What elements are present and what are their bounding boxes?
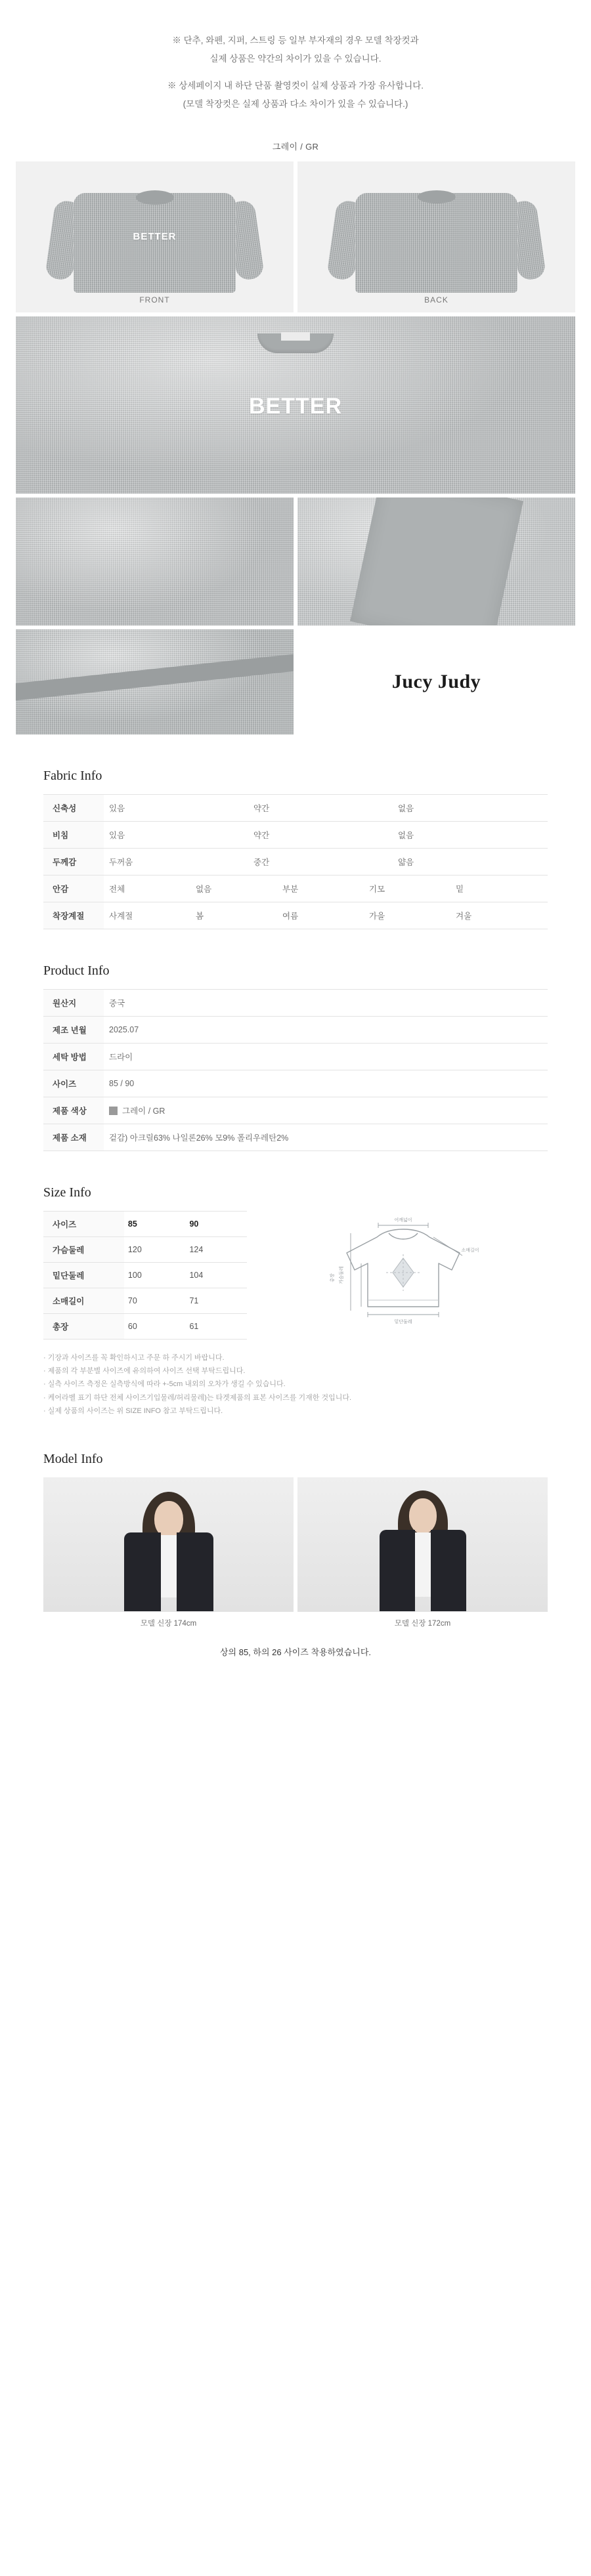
graphic-text-front: BETTER (133, 230, 177, 242)
fabric-opt-3-2[interactable]: 부분 (282, 884, 299, 894)
size-info-section (0, 1185, 591, 1418)
product-row-value-0: 중국 (109, 998, 125, 1008)
model-photo-1[interactable] (43, 1477, 294, 1612)
fabric-row-label-3: 안감 (43, 875, 104, 902)
size-row-0-90: 124 (189, 1244, 204, 1254)
product-row-label-5: 제품 소재 (43, 1124, 104, 1151)
product-row-value-4: 그레이 / GR (122, 1106, 165, 1116)
fabric-opt-2-2[interactable]: 얇음 (398, 857, 414, 867)
size-row-1-90: 104 (189, 1270, 204, 1280)
color-label: 그레이 / GR (272, 141, 319, 152)
fabric-opt-3-1[interactable]: 없음 (196, 884, 212, 894)
size-note-1: · 제품의 각 부분별 사이즈에 유의하여 사이즈 선택 부탁드립니다. (43, 1367, 246, 1376)
size-row-3-90: 61 (189, 1321, 199, 1331)
fabric-opt-3-4[interactable]: 밑 (456, 884, 464, 894)
product-row-label-2: 세탁 방법 (43, 1043, 104, 1070)
size-row-label-0: 가슴둘레 (43, 1236, 124, 1262)
table-row (43, 1070, 548, 1097)
fabric-row-label-2: 두께감 (43, 848, 104, 875)
table-row (43, 821, 548, 848)
product-info-section (0, 963, 591, 1151)
caption-back: BACK (424, 295, 449, 305)
photo-detail-texture[interactable] (16, 629, 294, 734)
table-row (43, 1016, 548, 1043)
photo-grid-detail (0, 316, 591, 734)
model-photo-2[interactable] (297, 1477, 548, 1612)
graphic-text-detail: BETTER (249, 393, 342, 419)
table-row (43, 1262, 247, 1288)
fabric-opt-1-1[interactable]: 약간 (253, 830, 270, 840)
size-row-2-85: 70 (127, 1296, 137, 1305)
product-row-label-3: 사이즈 (43, 1070, 104, 1097)
table-row (43, 989, 548, 1016)
table-row (43, 794, 548, 821)
size-info-title: Size Info (43, 1185, 91, 1200)
table-row (43, 848, 548, 875)
size-row-2-90: 71 (189, 1296, 199, 1305)
table-row (43, 1236, 247, 1262)
fabric-opt-2-1[interactable]: 중간 (253, 857, 270, 867)
svg-text:소매길이: 소매길이 (461, 1247, 479, 1253)
fabric-opt-4-1[interactable]: 봄 (196, 911, 204, 921)
size-row-label-3: 총장 (43, 1313, 124, 1339)
fabric-opt-4-0[interactable]: 사계절 (109, 911, 133, 921)
model-caption-1: 모델 신장 174cm (140, 1620, 197, 1628)
fabric-opt-0-0[interactable]: 있음 (109, 803, 125, 813)
fabric-opt-0-1[interactable]: 약간 (253, 803, 270, 813)
fabric-opt-2-0[interactable]: 두꺼움 (109, 857, 133, 867)
table-row (43, 902, 548, 929)
table-row (43, 1288, 247, 1313)
fabric-info-section (0, 769, 591, 929)
color-swatch-icon (109, 1107, 118, 1115)
size-row-label-1: 밑단둘레 (43, 1262, 124, 1288)
fabric-opt-4-2[interactable]: 여름 (282, 911, 299, 921)
size-header-85: 85 (127, 1219, 137, 1229)
size-notes (43, 1351, 548, 1418)
size-diagram (259, 1215, 548, 1326)
size-row-3-85: 60 (127, 1321, 137, 1331)
fabric-opt-4-3[interactable]: 가을 (369, 911, 385, 921)
notice-line-3: ※ 상세페이지 내 하단 단품 촬영컷이 실제 상품과 가장 유사합니다. (167, 81, 424, 91)
model-info-footer: 상의 85, 하의 26 사이즈 착용하였습니다. (219, 1647, 371, 1658)
model-info-title: Model Info (43, 1452, 103, 1467)
product-row-label-4: 제품 색상 (43, 1097, 104, 1124)
photo-detail-sleeve[interactable] (297, 497, 575, 625)
product-row-value-5: 겉감) 아크릴63% 나일론26% 모9% 폴리우레탄2% (109, 1133, 289, 1143)
svg-text:밑단둘레: 밑단둘레 (394, 1319, 412, 1324)
model-card-2[interactable] (297, 1477, 548, 1628)
table-row (43, 1097, 548, 1124)
svg-text:가슴둘레: 가슴둘레 (339, 1266, 344, 1284)
size-row-1-85: 100 (127, 1270, 142, 1280)
notice-block (0, 0, 591, 136)
fabric-info-title: Fabric Info (43, 768, 102, 783)
notice-line-2: 실제 상품은 약간의 차이가 있을 수 있습니다. (209, 53, 382, 64)
svg-text:총장: 총장 (330, 1273, 335, 1282)
product-info-table (43, 989, 548, 1151)
fabric-row-label-0: 신축성 (43, 794, 104, 821)
fabric-row-label-1: 비침 (43, 821, 104, 848)
notice-line-1: ※ 단추, 와펜, 지퍼, 스트링 등 일부 부자재의 경우 모델 착장컷과 (172, 35, 419, 45)
photo-front[interactable] (16, 161, 294, 312)
fabric-opt-3-3[interactable]: 기모 (369, 884, 385, 894)
photo-detail-chest[interactable] (16, 316, 575, 494)
caption-front: FRONT (139, 295, 170, 305)
product-row-label-1: 제조 년월 (43, 1016, 104, 1043)
size-header-90: 90 (189, 1219, 199, 1229)
photo-back[interactable] (297, 161, 575, 312)
size-row-0-85: 120 (127, 1244, 142, 1254)
product-row-value-2: 드라이 (109, 1052, 133, 1062)
size-info-table (43, 1211, 247, 1340)
fabric-opt-1-2[interactable]: 없음 (398, 830, 414, 840)
notice-line-4: (모델 착장컷은 실제 상품과 다소 차이가 있을 수 있습니다.) (183, 99, 408, 110)
fabric-opt-4-4[interactable]: 겨울 (456, 911, 472, 921)
size-row-label-2: 소매길이 (43, 1288, 124, 1313)
model-caption-2: 모델 신장 172cm (394, 1620, 451, 1628)
brand-logo-text: Jucy Judy (391, 670, 481, 692)
size-note-0: · 기장과 사이즈를 꼭 확인하시고 주문 하 주시기 바랍니다. (43, 1353, 225, 1362)
photo-detail-hem[interactable] (16, 497, 294, 625)
table-row (43, 1313, 247, 1339)
fabric-opt-1-0[interactable]: 있음 (109, 830, 125, 840)
size-note-4: · 실제 상품의 사이즈는 위 SIZE INFO 참고 부탁드립니다. (43, 1407, 223, 1416)
fabric-info-table (43, 794, 548, 929)
brand-logo-block (297, 629, 575, 734)
model-card-1[interactable] (43, 1477, 294, 1628)
table-row (43, 1043, 548, 1070)
svg-text:어깨넓이: 어깨넓이 (394, 1217, 412, 1223)
product-row-value-3: 85 / 90 (109, 1078, 135, 1088)
size-note-2: · 실측 사이즈 측정은 실측방식에 따라 +-5cm 내외의 오차가 생길 수 있습니다. (43, 1380, 286, 1389)
size-note-3: · 케어라벨 표기 하단 전체 사이즈기입물레/허리물레)는 타겟제품의 표본 사이즈를 기재한 것입니다. (43, 1393, 352, 1402)
fabric-row-label-4: 착장계절 (43, 902, 104, 929)
table-row (43, 875, 548, 902)
size-header-label: 사이즈 (43, 1211, 124, 1236)
product-info-title: Product Info (43, 963, 110, 978)
photo-grid-front-back (0, 161, 591, 312)
product-row-value-1: 2025.07 (109, 1024, 139, 1034)
table-row (43, 1124, 548, 1151)
table-row (43, 1211, 247, 1236)
fabric-opt-0-2[interactable]: 없음 (398, 803, 414, 813)
fabric-opt-3-0[interactable]: 전체 (109, 884, 125, 894)
product-row-label-0: 원산지 (43, 989, 104, 1016)
model-info-section (0, 1452, 591, 1688)
